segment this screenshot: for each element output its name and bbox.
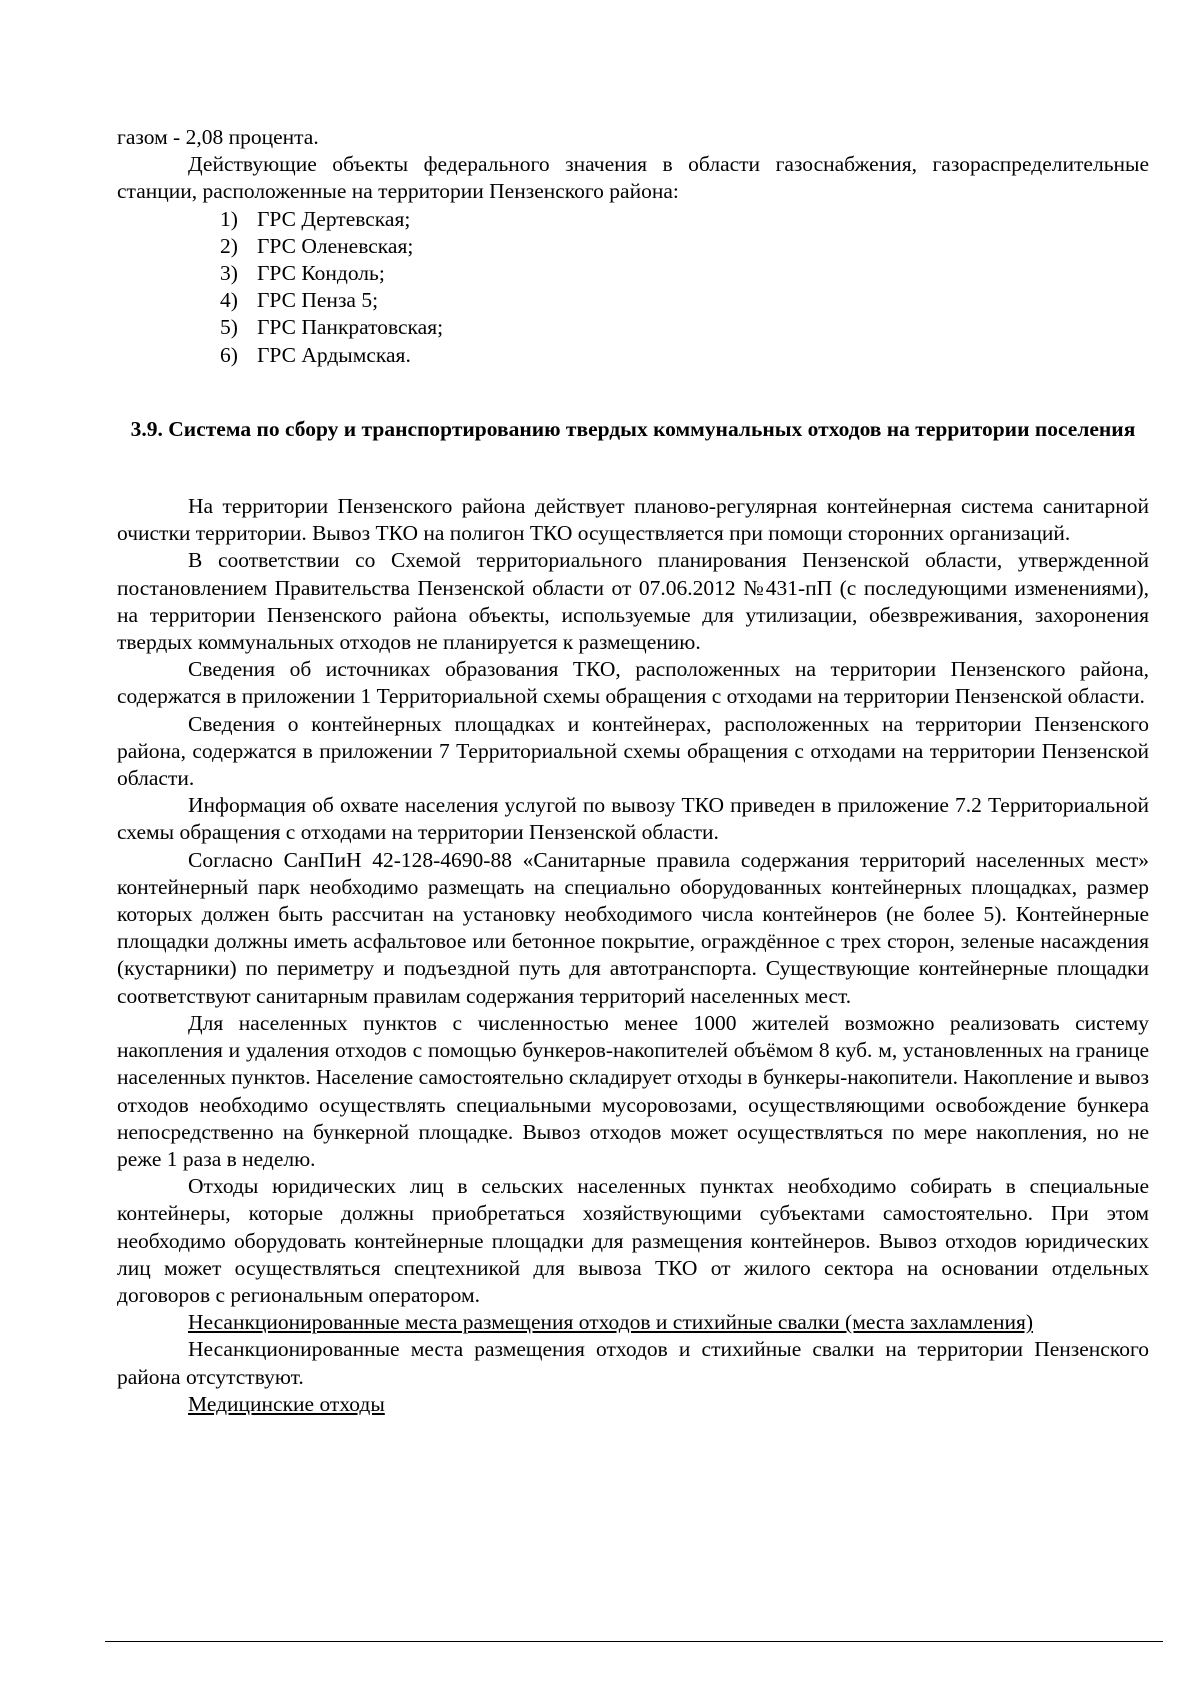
- section-paragraph: Отходы юридических лиц в сельских населенных пунктах необходимо собирать в специальные контейнеры, которые должны приобретаться хозяйствующими субъектами самостоятельно. При этом необходимо оборудовать контейнерные площадки для размещения контейнеров. Вывоз отходов юридических лиц может осуществляться спецтехникой для вывоза ТКО от жилого сектора на основании отдельных договоров с региональным оператором.: [117, 1174, 1149, 1307]
- list-item: [117, 233, 1149, 260]
- document-page: [117, 124, 1149, 1418]
- subheading-medical-waste: Медицинские отходы: [188, 1391, 385, 1416]
- grs-list: [117, 206, 1149, 369]
- list-item-text: ГРС Кондоль;: [257, 261, 385, 286]
- list-item: [117, 260, 1149, 287]
- list-item-number: 5): [220, 315, 238, 340]
- dumps-paragraph: Несанкционированные места размещения отходов и стихийные свалки на территории Пензенского района отсутствуют.: [117, 1337, 1149, 1389]
- list-item-number: 1): [220, 206, 238, 231]
- list-item-text: ГРС Панкратовская;: [257, 315, 444, 340]
- section-paragraph: Согласно СанПиН 42-128-4690-88 «Санитарные правила содержания территорий населенных мест» контейнерный парк необходимо размещать на специально оборудованных контейнерных площадках, размер которых должен быть рассчитан на установку необходимого числа контейнеров (не более 5). Контейнерные площадки должны иметь асфальтовое или бетонное покрытие, ограждённое с трех сторон, зеленые насаждения (кустарники) по периметру и подъездной путь для автотранспорта. Существующие контейнерные площадки соответствуют санитарным правилам содержания территорий населенных мест.: [117, 847, 1149, 1008]
- list-item: [117, 314, 1149, 341]
- list-item-text: ГРС Ардымская.: [257, 342, 411, 367]
- list-item: [117, 206, 1149, 233]
- list-item-text: ГРС Оленевская;: [257, 233, 414, 258]
- list-item-number: 3): [220, 261, 238, 286]
- intro-line: газом - 2,08 процента.: [117, 125, 319, 149]
- list-item-number: 4): [220, 288, 238, 313]
- section-paragraph: Для населенных пунктов с численностью менее 1000 жителей возможно реализовать систему накопления и удаления отходов с помощью бункеров-накопителей объёмом 8 куб. м, установленных на границе населенных пунктов. Население самостоятельно складирует отходы в бункеры-накопители. Накопление и вывоз отходов необходимо осуществлять специальными мусоровозами, осуществляющими освобождение бункера непосредственно на бункерной площадке. Вывоз отходов может осуществляться по мере накопления, но не реже 1 раза в неделю.: [117, 1010, 1149, 1171]
- list-item-number: 2): [220, 233, 238, 258]
- list-item-text: ГРС Пенза 5;: [257, 288, 379, 313]
- intro-paragraph: Действующие объекты федерального значения в области газоснабжения, газораспределительные станции, расположенные на территории Пензенского района:: [117, 152, 1149, 204]
- section-paragraph: На территории Пензенского района действует планово-регулярная контейнерная система санитарной очистки территории. Вывоз ТКО на полигон ТКО осуществляется при помощи сторонних организаций.: [117, 494, 1149, 546]
- section-paragraph: Сведения о контейнерных площадках и контейнерах, расположенных на территории Пензенского района, содержатся в приложении 7 Территориальной схемы обращения с отходами на территории Пензенской области.: [117, 711, 1149, 791]
- list-item-text: ГРС Дертевская;: [257, 206, 411, 231]
- section-paragraph: В соответствии со Схемой территориального планирования Пензенской области, утвержденной постановлением Правительства Пензенской области от 07.06.2012 №431-пП (с последующими изменениями), на территории Пензенского района объекты, используемые для утилизации, обезвреживания, захоронения твердых коммунальных отходов не планируется к размещению.: [117, 548, 1149, 655]
- subheading-unauthorized-dumps: Несанкционированные места размещения отходов и стихийные свалки (места захламления): [188, 1310, 1034, 1335]
- footer-divider: [105, 1641, 1163, 1642]
- list-item: [117, 342, 1149, 369]
- section-paragraph: Сведения об источниках образования ТКО, расположенных на территории Пензенского района, содержатся в приложении 1 Территориальной схемы обращения с отходами на территории Пензенской области.: [117, 657, 1149, 709]
- list-item-number: 6): [220, 342, 238, 367]
- section-paragraph: Информация об охвате населения услугой по вывозу ТКО приведен в приложение 7.2 Территориальной схемы обращения с отходами на территории Пензенской области.: [117, 793, 1149, 845]
- list-item: [117, 287, 1149, 314]
- section-heading: 3.9. Система по сбору и транспортированию твердых коммунальных отходов на территории поселения: [130, 416, 1136, 441]
